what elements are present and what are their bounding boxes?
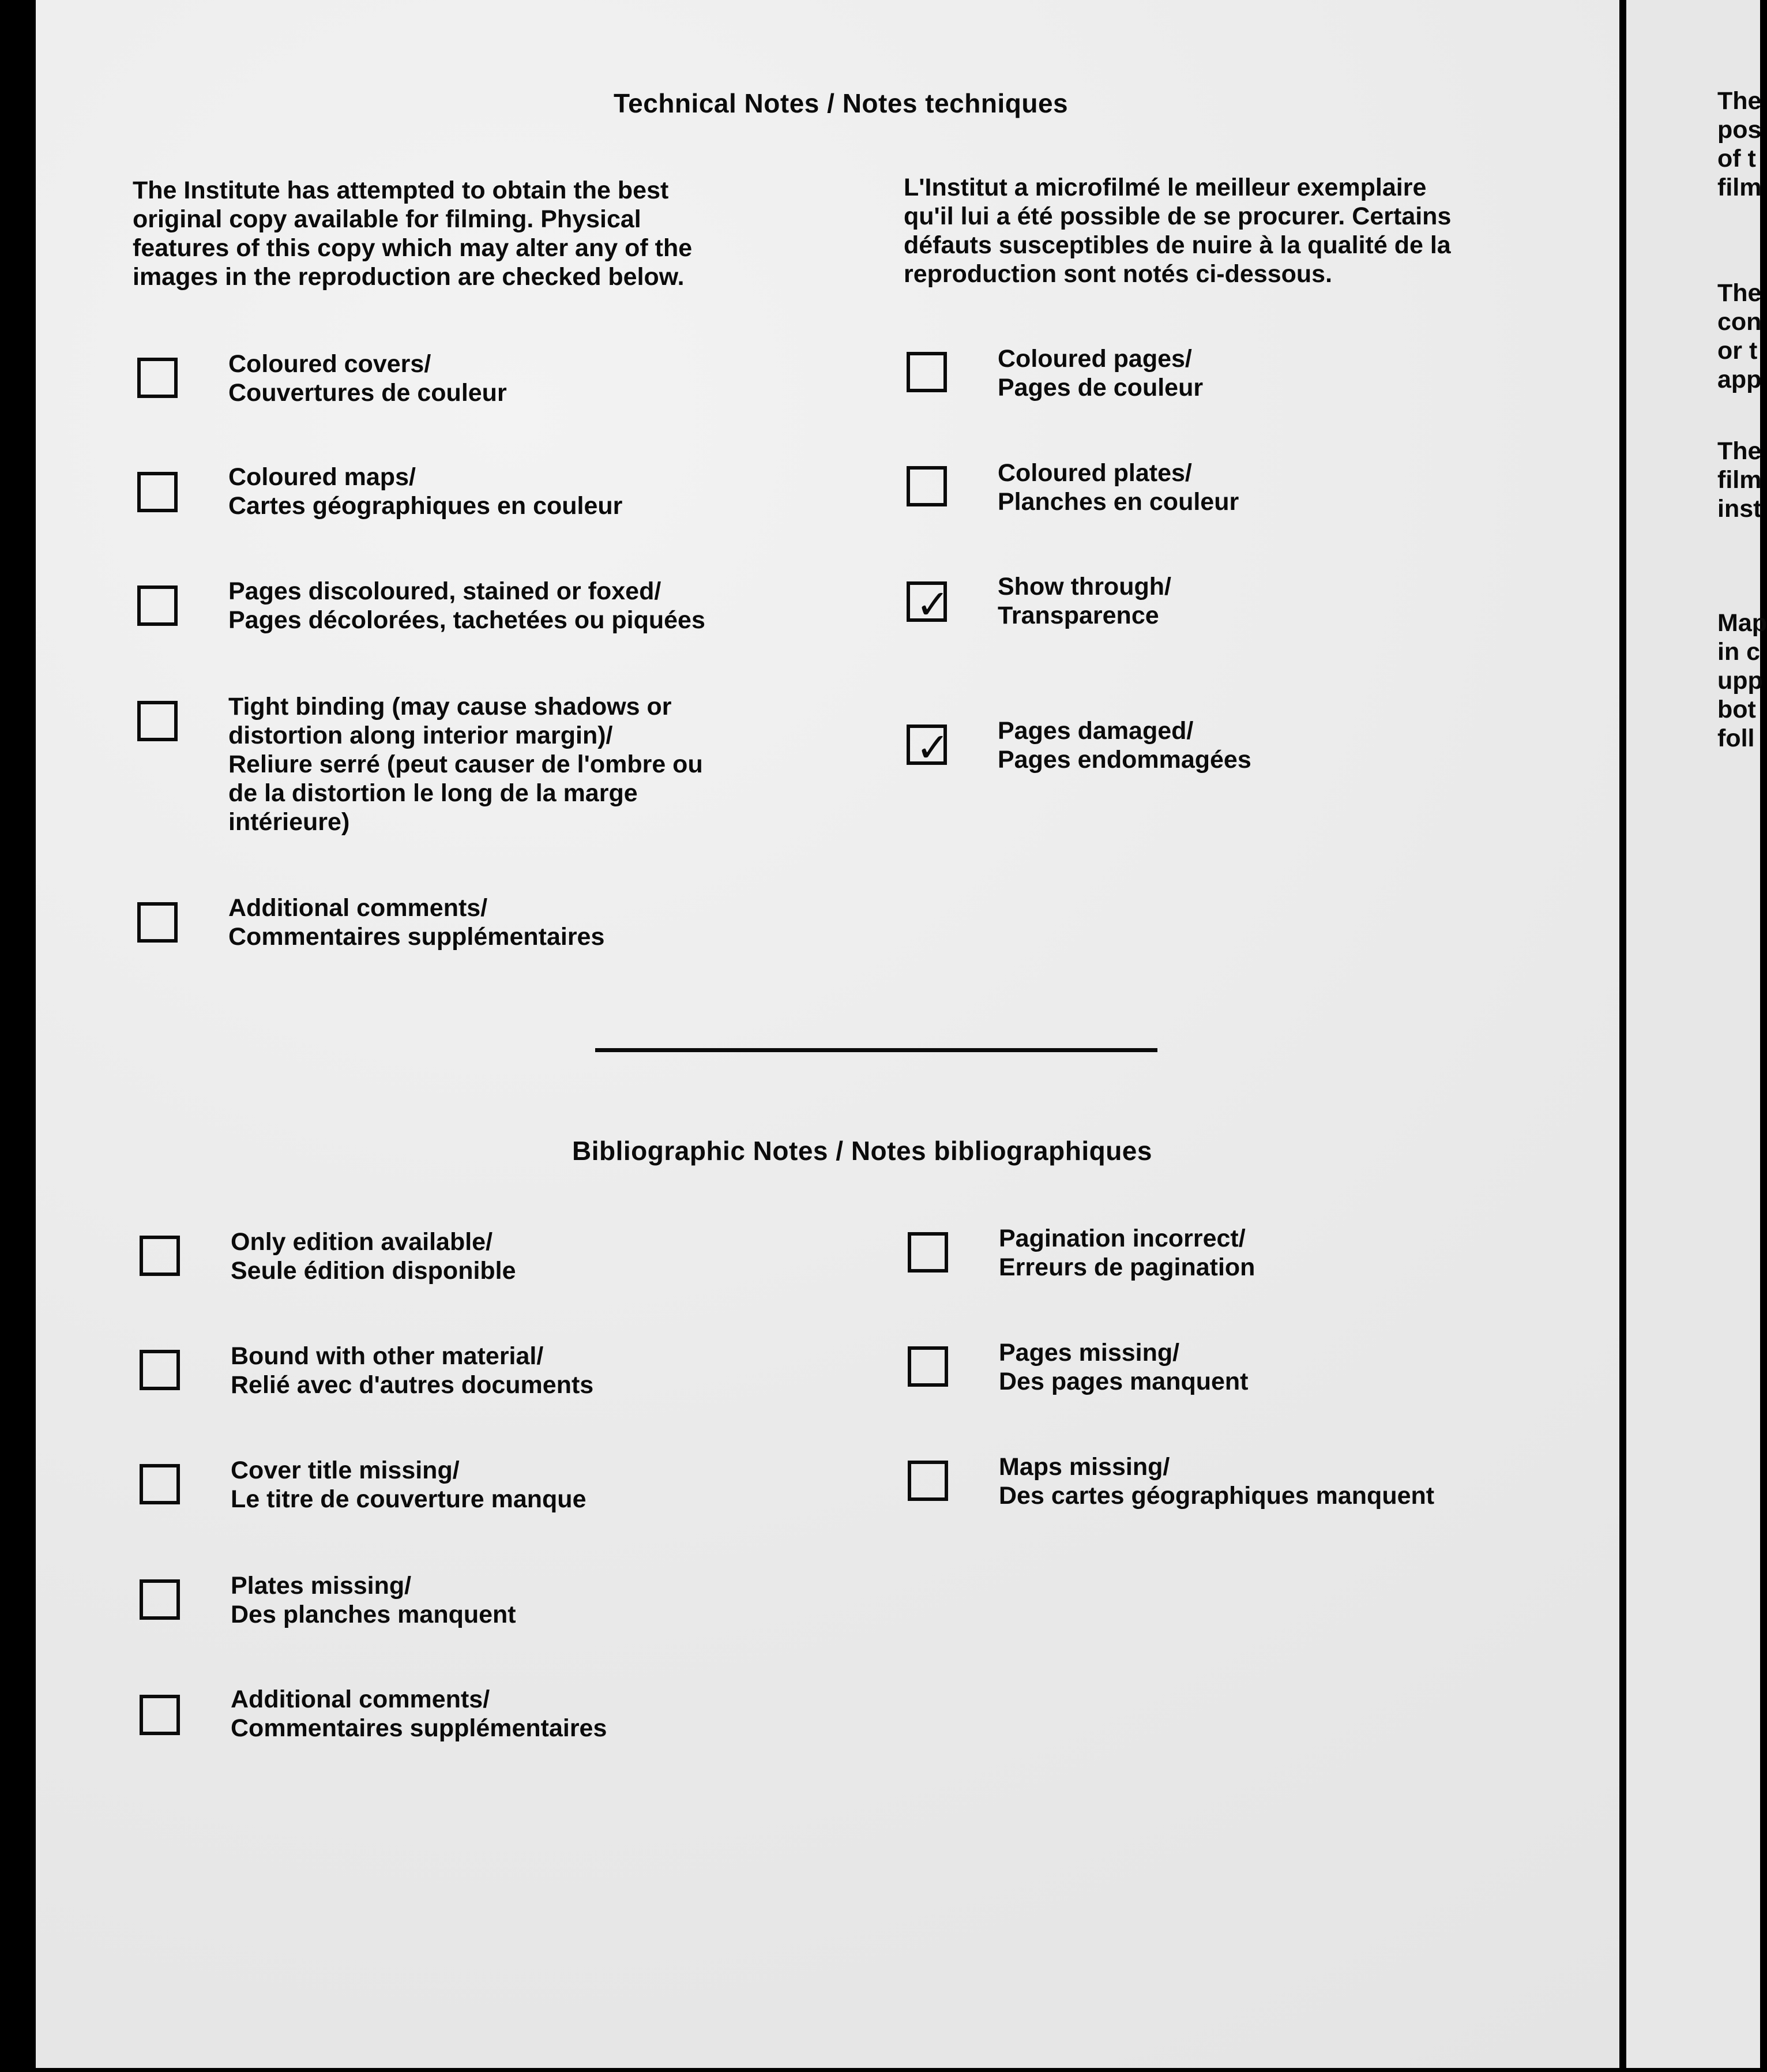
edge-text-block xyxy=(1717,609,1767,753)
item-label xyxy=(998,459,1239,516)
adjacent-page-fragment xyxy=(1626,0,1767,2068)
label-line: Transparence xyxy=(998,602,1159,629)
label-line: Pages damaged/ xyxy=(998,717,1194,745)
edge-line: film xyxy=(1717,466,1762,494)
checkbox xyxy=(137,701,178,741)
label-line: Tight binding (may cause shadows or xyxy=(228,693,672,720)
edge-line: of t xyxy=(1717,145,1756,172)
checkbox xyxy=(140,1464,180,1504)
label-line: Le titre de couverture manque xyxy=(231,1485,587,1513)
item-label xyxy=(228,894,604,951)
item-label xyxy=(999,1224,1255,1282)
intro-line: qu'il lui a été possible de se procurer. Certains xyxy=(904,202,1452,230)
label-line: Pagination incorrect/ xyxy=(999,1225,1246,1252)
technical-notes-title: Technical Notes / Notes techniques xyxy=(614,88,1069,118)
intro-line: reproduction sont notés ci-dessous. xyxy=(904,260,1333,288)
label-line: Pages endommagées xyxy=(998,746,1251,774)
label-line: Maps missing/ xyxy=(999,1453,1170,1481)
intro-line: défauts susceptibles de nuire à la qualité de la xyxy=(904,231,1451,259)
label-line: intérieure) xyxy=(228,808,350,836)
checkbox xyxy=(140,1236,180,1276)
item-label xyxy=(998,572,1171,630)
label-line: Des pages manquent xyxy=(999,1368,1249,1395)
label-line: Pages décolorées, tachetées ou piquées xyxy=(228,606,705,634)
item-label xyxy=(231,1456,587,1514)
label-line: Cover title missing/ xyxy=(231,1457,460,1484)
label-line: Couvertures de couleur xyxy=(228,379,507,407)
checkbox xyxy=(137,358,178,398)
label-line: Coloured maps/ xyxy=(228,463,416,491)
technical-intro-english xyxy=(133,176,692,291)
intro-line: features of this copy which may alter any of the xyxy=(133,234,693,262)
edge-line: app xyxy=(1717,366,1762,393)
label-line: Des planches manquent xyxy=(231,1601,516,1628)
label-line: Plates missing/ xyxy=(231,1572,412,1600)
label-line: Only edition available/ xyxy=(231,1228,493,1256)
intro-line: The Institute has attempted to obtain the best xyxy=(133,177,669,204)
edge-line: upp xyxy=(1717,667,1763,695)
document-page xyxy=(36,0,1619,2068)
intro-line: original copy available for filming. Physical xyxy=(133,205,641,233)
checkbox xyxy=(907,352,947,392)
label-line: Coloured covers/ xyxy=(228,350,431,378)
label-line: Show through/ xyxy=(998,573,1171,600)
edge-text-block xyxy=(1717,279,1761,394)
bibliographic-notes-title: Bibliographic Notes / Notes bibliographiques xyxy=(572,1136,1152,1166)
edge-line: pos xyxy=(1717,116,1762,144)
label-line: Erreurs de pagination xyxy=(999,1253,1255,1281)
label-line: Additional comments/ xyxy=(231,1686,490,1713)
label-line: Planches en couleur xyxy=(998,488,1239,516)
item-label xyxy=(228,577,705,635)
label-line: Cartes géographiques en couleur xyxy=(228,492,623,520)
intro-line: images in the reproduction are checked below. xyxy=(133,263,685,291)
checkbox xyxy=(907,466,947,506)
edge-line: The xyxy=(1717,279,1762,307)
label-line: Coloured plates/ xyxy=(998,459,1192,487)
item-label xyxy=(228,350,507,407)
edge-line: Map xyxy=(1717,609,1767,637)
label-line: Reliure serré (peut causer de l'ombre ou xyxy=(228,750,703,778)
item-label xyxy=(999,1338,1249,1396)
checkbox xyxy=(137,902,178,943)
checkbox-checked xyxy=(907,724,950,771)
item-label xyxy=(231,1685,607,1743)
edge-text-block xyxy=(1717,87,1761,202)
edge-line: The xyxy=(1717,87,1762,115)
technical-intro-french xyxy=(904,173,1451,288)
label-line: de la distortion le long de la marge xyxy=(228,779,638,807)
label-line: Additional comments/ xyxy=(228,894,488,922)
checkbox xyxy=(140,1350,180,1390)
checkbox xyxy=(137,585,178,626)
checkbox xyxy=(908,1461,948,1501)
item-label xyxy=(231,1342,593,1399)
checkmark-icon: ✓ xyxy=(916,581,950,628)
label-line: Relié avec d'autres documents xyxy=(231,1371,594,1399)
label-line: Seule édition disponible xyxy=(231,1257,516,1285)
edge-line: foll xyxy=(1717,725,1755,752)
edge-line: The xyxy=(1717,437,1762,465)
item-label xyxy=(228,463,622,520)
label-line: distortion along interior margin)/ xyxy=(228,722,613,749)
label-line: Commentaires supplémentaires xyxy=(231,1714,607,1742)
edge-line: inst xyxy=(1717,495,1762,523)
edge-line: bot xyxy=(1717,696,1756,723)
label-line: Pages missing/ xyxy=(999,1339,1180,1367)
label-line: Pages discoloured, stained or foxed/ xyxy=(228,577,661,605)
edge-line: film xyxy=(1717,174,1762,201)
checkbox xyxy=(908,1232,948,1273)
edge-text-block xyxy=(1717,437,1761,523)
section-divider xyxy=(595,1048,1157,1052)
item-label xyxy=(999,1452,1434,1510)
edge-line: or t xyxy=(1717,337,1758,365)
item-label xyxy=(998,716,1251,774)
label-line: Bound with other material/ xyxy=(231,1342,544,1370)
edge-line: in c xyxy=(1717,638,1761,666)
item-label xyxy=(231,1228,516,1285)
checkbox-checked xyxy=(907,581,950,628)
checkbox xyxy=(908,1346,948,1387)
edge-line: con xyxy=(1717,308,1762,336)
item-label xyxy=(998,344,1203,402)
checkmark-icon: ✓ xyxy=(916,724,950,771)
checkbox xyxy=(140,1579,180,1620)
checkbox xyxy=(140,1695,180,1735)
intro-line: L'Institut a microfilmé le meilleur exemplaire xyxy=(904,174,1427,201)
label-line: Pages de couleur xyxy=(998,374,1204,401)
checkbox xyxy=(137,472,178,512)
label-line: Des cartes géographiques manquent xyxy=(999,1482,1435,1510)
item-label xyxy=(231,1571,516,1629)
item-label xyxy=(228,692,703,836)
label-line: Commentaires supplémentaires xyxy=(228,923,605,951)
label-line: Coloured pages/ xyxy=(998,345,1192,373)
